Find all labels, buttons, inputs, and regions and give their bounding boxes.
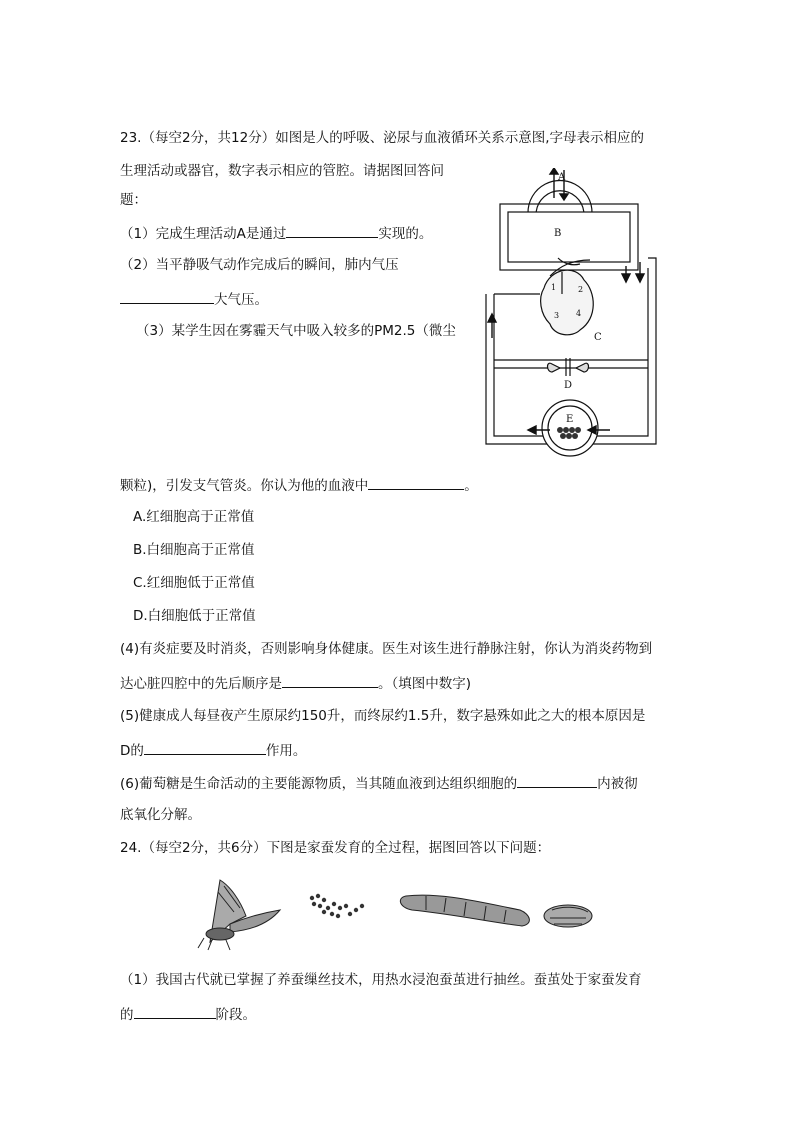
option-d: D.白细胞低于正常值 [133,608,256,624]
q24-sub1-prefix: 的 [120,1007,134,1023]
label-e: E [566,414,574,425]
label-d: D [564,380,573,391]
eggs-illustration [310,894,364,918]
q23-sub3-line2 [120,474,478,496]
q23-intro-line3: 题： [120,192,147,208]
num-4: 4 [576,309,582,318]
q23-sub5-prefix: D的 [120,743,144,759]
q23-sub1-prefix: （1）完成生理活动A是通过 [120,226,287,242]
q23-sub2-suffix: 大气压。 [214,292,268,308]
q23-sub3-line1: （3）某学生因在雾霾天气中吸入较多的PM2.5（微尘 [136,323,456,339]
q23-intro-line2: 生理活动或器官，数字表示相应的管腔。请据图回答问 [120,163,444,179]
circulation-diagram [480,168,660,462]
q23-sub4-prefix: 达心脏四腔中的先后顺序是 [120,676,282,692]
silkworm-lifecycle-svg [190,872,620,952]
q23-sub2-blank[interactable] [120,288,214,304]
label-a: A [558,172,566,183]
q23-sub6-line2: 底氧化分解。 [120,807,201,823]
q24-sub1-line1: （1）我国古代就已掌握了养蚕缫丝技术，用热水浸泡蚕茧进行抽丝。蚕茧处于家蚕发育 [120,972,642,988]
q24-intro: 24.（每空2分，共6分）下图是家蚕发育的全过程，据图回答以下问题： [120,840,551,856]
q23-sub6-suffix: 内被彻 [597,776,638,792]
q23-sub4-line2 [120,672,471,694]
q23-sub1-blank[interactable] [286,222,378,238]
q23-sub2-line1: （2）当平静吸气动作完成后的瞬间，肺内气压 [120,257,399,273]
q23-sub6-prefix: (6)葡萄糖是生命活动的主要能源物质，当其随血液到达组织细胞的 [120,776,518,792]
q24-sub1-line2 [120,1003,256,1025]
q24-sub1-blank[interactable] [134,1003,216,1019]
q23-sub4-suffix: 。（填图中数字) [378,676,472,692]
q23-sub5-suffix: 作用。 [265,743,307,759]
option-b: B.白细胞高于正常值 [133,542,255,558]
q24-sub1-suffix: 阶段。 [215,1007,256,1023]
q23-sub5-line1: (5)健康成人每昼夜产生原尿约150升，而终尿约1.5升，数字悬殊如此之大的根本原因是 [120,708,646,724]
q23-sub6-blank[interactable] [517,772,597,788]
num-3: 3 [554,311,560,320]
q23-sub4-blank[interactable] [282,672,378,688]
q23-sub5-line2 [120,739,306,761]
option-c: C.红细胞低于正常值 [133,575,255,591]
moth-illustration [198,880,280,950]
q23-sub1 [120,222,432,244]
silkworm-lifecycle-figure [190,872,620,956]
q23-sub3-blank[interactable] [368,474,464,490]
label-b: B [554,228,562,239]
num-1: 1 [551,283,557,292]
option-a: A.红细胞高于正常值 [133,509,255,525]
q23-sub2-line2 [120,288,268,310]
q23-sub3-prefix: 颗粒)，引发支气管炎。你认为他的血液中 [120,478,369,494]
label-c: C [594,332,602,343]
q23-sub5-blank[interactable] [144,739,266,755]
q23-sub6-line1 [120,772,638,794]
q23-intro-line1: 23.（每空2分，共12分）如图是人的呼吸、泌尿与血液循环关系示意图,字母表示相应的 [120,130,645,146]
q23-sub1-suffix: 实现的。 [378,226,433,242]
larva-illustration [400,895,529,926]
q23-sub3-suffix: 。 [464,478,478,494]
circulation-diagram-svg [480,168,660,458]
pupa-illustration [544,905,592,927]
q23-sub4-line1: (4)有炎症要及时消炎，否则影响身体健康。医生对该生进行静脉注射，你认为消炎药物到 [120,641,653,657]
num-2: 2 [578,285,584,294]
